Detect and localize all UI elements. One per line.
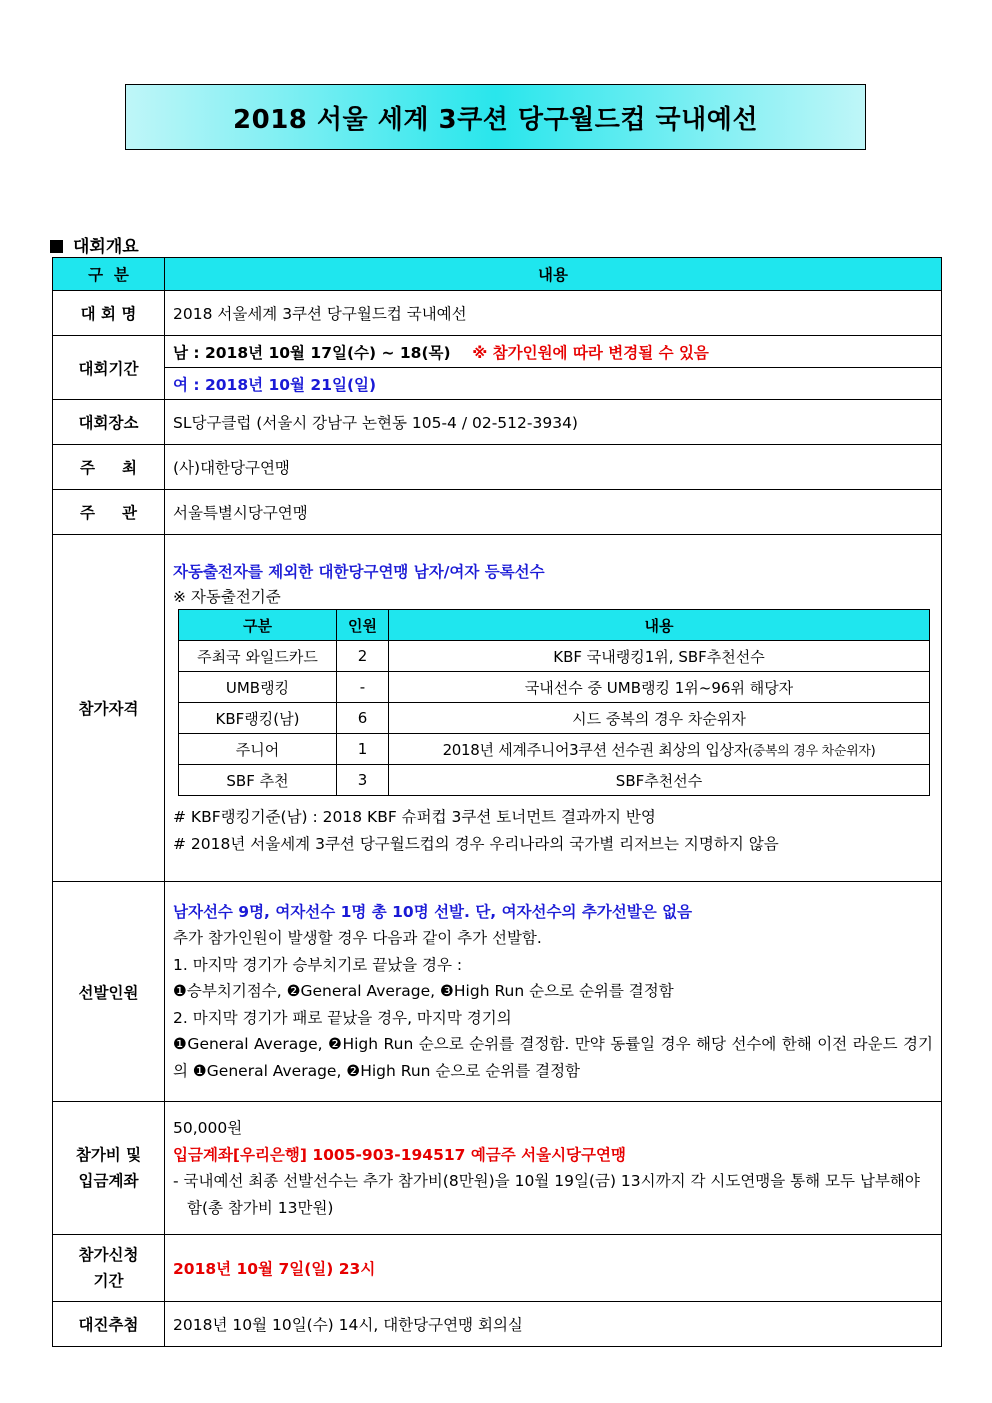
- table-row: [53, 291, 942, 336]
- criteria-cell: UMB랭킹: [179, 672, 337, 703]
- eligibility-note-2: # 2018년 서울세계 3쿠션 당구월드컵의 경우 우리나라의 국가별 리저브는 지명하지 않음: [173, 834, 779, 853]
- criteria-header-row: [179, 610, 930, 641]
- table-row: [179, 734, 930, 765]
- eligibility-label: 참가자격: [53, 535, 165, 882]
- venue-value: SL당구클럽 (서울시 강남구 논현동 105-4 / 02-512-3934): [165, 400, 942, 445]
- criteria-text: 2018년 세계주니어3쿠션 선수권 최상의 입상자: [442, 740, 748, 759]
- criteria-table: [178, 609, 930, 796]
- table-row: [53, 368, 942, 400]
- criteria-note: (중복의 경우 차순위자): [747, 743, 876, 759]
- criteria-cell: SBF추천선수: [389, 765, 930, 796]
- criteria-cell: KBF랭킹(남): [179, 703, 337, 734]
- criteria-cell: KBF 국내랭킹1위, SBF추천선수: [389, 641, 930, 672]
- table-row: [179, 765, 930, 796]
- eligibility-note-1: # KBF랭킹기준(남) : 2018 KBF 슈퍼컵 3쿠션 토너먼트 결과까지 반영: [173, 808, 656, 827]
- criteria-header-content: 내용: [389, 610, 930, 641]
- table-row: [53, 336, 942, 368]
- fee-label: 참가비 및 입금계좌: [53, 1102, 165, 1235]
- organizer-label: 주 관: [53, 490, 165, 535]
- table-header-row: [53, 258, 942, 291]
- fee-amount: 50,000원: [173, 1119, 243, 1137]
- page-title: 2018 서울 세계 3쿠션 당구월드컵 국내예선: [125, 84, 866, 150]
- selection-headline: 남자선수 9명, 여자선수 1명 총 10명 선발. 단, 여자선수의 추가선발은 없음: [173, 902, 693, 921]
- fee-note: - 국내예선 최종 선발선수는 추가 참가비(8만원)을 10월 19일(금) 13시까지 각 시도연맹을 통해 모두 납부해야 함(총 참가비 13만원): [173, 1172, 920, 1217]
- deadline-label: 참가신청 기간: [53, 1235, 165, 1302]
- table-row: [53, 445, 942, 490]
- table-row: [179, 641, 930, 672]
- criteria-cell: 6: [337, 703, 389, 734]
- criteria-cell: 주니어: [179, 734, 337, 765]
- table-row: [179, 672, 930, 703]
- header-label-cell: 구 분: [53, 258, 165, 291]
- period-men: 남 : 2018년 10월 17일(수) ~ 18(목): [173, 343, 451, 362]
- criteria-header-count: 인원: [337, 610, 389, 641]
- draw-label: 대진추첨: [53, 1302, 165, 1347]
- table-row: [53, 1302, 942, 1347]
- deadline-value: 2018년 10월 7일(일) 23시: [165, 1235, 942, 1302]
- selection-line: 2. 마지막 경기가 패로 끝났을 경우, 마지막 경기의: [173, 1008, 512, 1027]
- eligibility-cell: [165, 535, 942, 882]
- square-bullet-icon: [50, 240, 63, 253]
- section-heading-text: 대회개요: [73, 237, 139, 257]
- selection-line: ❶승부치기점수, ❷General Average, ❸High Run 순으로 순위를 결정함: [173, 982, 674, 1001]
- table-row: [53, 1235, 942, 1302]
- table-row: [179, 703, 930, 734]
- venue-label: 대회장소: [53, 400, 165, 445]
- criteria-cell: SBF 추천: [179, 765, 337, 796]
- criteria-cell: [389, 734, 930, 765]
- selection-cell: [165, 882, 942, 1102]
- criteria-cell: 주최국 와일드카드: [179, 641, 337, 672]
- criteria-cell: 1: [337, 734, 389, 765]
- criteria-header-category: 구분: [179, 610, 337, 641]
- period-women: 여 : 2018년 10월 21일(일): [165, 368, 942, 400]
- criteria-cell: 3: [337, 765, 389, 796]
- period-label: 대회기간: [53, 336, 165, 400]
- criteria-title: ※ 자동출전기준: [173, 588, 281, 607]
- criteria-cell: 2: [337, 641, 389, 672]
- host-value: (사)대한당구연맹: [165, 445, 942, 490]
- host-label: 주 최: [53, 445, 165, 490]
- name-label: 대 회 명: [53, 291, 165, 336]
- eligibility-headline: 자동출전자를 제외한 대한당구연맹 남자/여자 등록선수: [173, 562, 545, 581]
- criteria-cell: -: [337, 672, 389, 703]
- criteria-cell: 시드 중복의 경우 차순위자: [389, 703, 930, 734]
- table-row: [53, 535, 942, 882]
- name-value: 2018 서울세계 3쿠션 당구월드컵 국내예선: [165, 291, 942, 336]
- overview-table: [52, 257, 942, 1347]
- period-men-cell: [165, 336, 942, 368]
- organizer-value: 서울특별시당구연맹: [165, 490, 942, 535]
- fee-account: 입금계좌[우리은행] 1005-903-194517 예금주 서울시당구연맹: [173, 1145, 626, 1164]
- table-row: [53, 1102, 942, 1235]
- section-heading: [50, 232, 139, 257]
- fee-cell: [165, 1102, 942, 1235]
- period-note: ※ 참가인원에 따라 변경될 수 있음: [472, 343, 709, 362]
- selection-line: 추가 참가인원이 발생할 경우 다음과 같이 추가 선발함.: [173, 929, 542, 948]
- table-row: [53, 882, 942, 1102]
- criteria-cell: 국내선수 중 UMB랭킹 1위~96위 해당자: [389, 672, 930, 703]
- table-row: [53, 490, 942, 535]
- selection-line: ❶General Average, ❷High Run 순으로 순위를 결정함. 만약 동률일 경우 해당 선수에 한해 이전 라운드 경기의 ❶General Average, ❷High Run 순으로 순위를 결정함: [173, 1035, 933, 1080]
- table-row: [53, 400, 942, 445]
- selection-line: 1. 마지막 경기가 승부치기로 끝났을 경우 :: [173, 955, 463, 974]
- selection-label: 선발인원: [53, 882, 165, 1102]
- header-content-cell: 내용: [165, 258, 942, 291]
- draw-value: 2018년 10월 10일(수) 14시, 대한당구연맹 회의실: [165, 1302, 942, 1347]
